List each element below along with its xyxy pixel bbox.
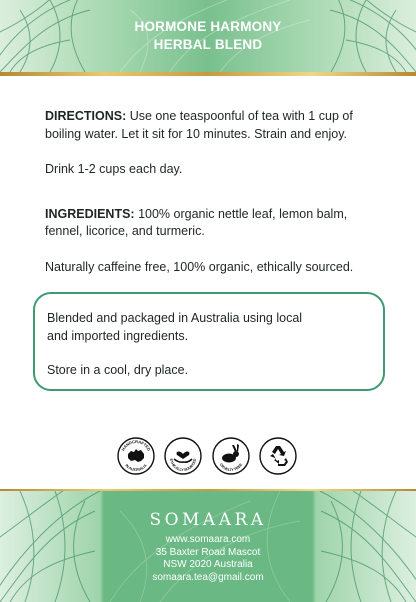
dosage-text: Drink 1-2 cups each day. <box>45 162 183 176</box>
address-line2: NSW 2020 Australia <box>163 559 253 570</box>
ingredients-paragraph <box>45 206 376 241</box>
handcrafted-top-text: HANDCRAFTED <box>120 438 152 452</box>
label-content <box>45 108 376 276</box>
directions-paragraph <box>45 108 376 143</box>
cruelty-text: CRUELTY FREE <box>218 462 244 473</box>
directions-text: Use one teaspoonful of tea with 1 cup of boiling water. Let it sit for 10 minutes. Strain and enjoy. <box>45 109 353 141</box>
ingredients-note: Naturally caffeine free, 100% organic, ethically sourced. <box>45 259 354 274</box>
recyclable-badge <box>259 437 297 475</box>
gold-divider-top <box>0 72 416 76</box>
brand-name: SOMAARA <box>149 510 267 530</box>
product-title-line1: HORMONE HARMONY <box>134 19 282 34</box>
handcrafted-australia-badge <box>117 437 155 475</box>
cruelty-free-badge <box>212 437 250 475</box>
footer-band <box>0 491 416 602</box>
certification-badges <box>117 437 297 477</box>
address-line1: 35 Baxter Road Mascot <box>155 546 261 558</box>
storage-text: Store in a cool, dry place. <box>47 363 189 377</box>
storage-info-box <box>33 292 385 391</box>
ingredients-label: INGREDIENTS: <box>45 206 135 221</box>
handcrafted-bottom-text: IN AUSTRALIA <box>124 463 148 473</box>
directions-label: DIRECTIONS: <box>45 109 127 123</box>
ethically-sourced-badge <box>164 437 202 475</box>
website-text: www.somaara.com <box>165 534 251 545</box>
header-title-panel <box>100 0 316 72</box>
footer-brand-panel <box>100 491 316 602</box>
ingredients-text: 100% organic nettle leaf, lemon balm, fennel, licorice, and turmeric. <box>45 206 348 238</box>
ethical-text: ETHICALLY SOURCED <box>168 458 198 473</box>
packaging-text: Blended and packaged in Australia using local and imported ingredients. <box>47 311 303 343</box>
email-text: somaara.tea@gmail.com <box>152 571 264 583</box>
header-band <box>0 0 416 72</box>
product-title-line2: HERBAL BLEND <box>153 37 263 52</box>
